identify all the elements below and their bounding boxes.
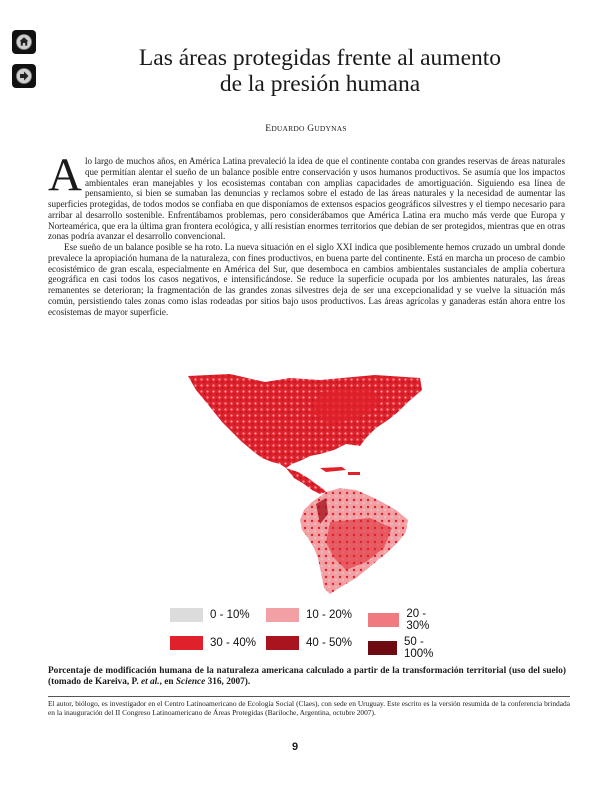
author-rest-2: UDYNAS bbox=[314, 124, 347, 133]
home-icon bbox=[16, 34, 32, 50]
paragraph-1-text: lo largo de muchos años, en América Latina prevaleció la idea de que el continente contaba con grandes reservas de áreas naturales que permitían alentar el sueño de un balance posible entre conservación y usos humanos productivos. Se asumía que los impactos ambientales eran manejables y los ecosistemas contaban con amplias capacidades de amortiguación. Siguiendo esa línea de pensamiento, si bien se sumaban las denuncias y reclamos sobre el estado de las áreas naturales y la necesidad de aumentar las superficies protegidas, de todos modos se confiaba en que disponíamos de extensos espacios geográficos silvestres y el tiempo necesario para arribar al desarrollo sostenible. Enfrentábamos problemas, pero considerábamos que América Latina era mucho más verde que Europa y Norteamérica, que era la última gran frontera ecológica, y allí resistían enormes territorios que debían de ser protegidos, mientras que en otras zonas podría avanzar el desarrollo convencional. bbox=[48, 156, 565, 242]
caption-etal: et al. bbox=[140, 677, 160, 687]
caption-text-3: 316, 2007). bbox=[205, 677, 251, 687]
legend-label: 10 - 20% bbox=[306, 609, 353, 621]
legend-swatch bbox=[266, 636, 299, 650]
legend-label: 40 - 50% bbox=[306, 637, 353, 649]
author-initial-1: E bbox=[265, 124, 272, 134]
forward-arrow-icon bbox=[16, 68, 32, 84]
footnote-divider bbox=[48, 696, 570, 697]
americas-map bbox=[170, 372, 442, 596]
caption-journal: Science bbox=[175, 677, 206, 687]
legend-label: 0 - 10% bbox=[210, 609, 250, 621]
title-line-1: Las áreas protegidas frente al aumento bbox=[138, 45, 502, 71]
article-title bbox=[110, 45, 530, 97]
legend-label: 30 - 40% bbox=[210, 637, 257, 649]
legend-swatch bbox=[170, 608, 203, 622]
legend-swatch bbox=[170, 636, 203, 650]
article-body bbox=[48, 149, 565, 317]
legend-swatch bbox=[368, 613, 399, 627]
central-america-region bbox=[286, 468, 326, 494]
legend-swatch bbox=[266, 608, 299, 622]
title-line-2: de la presión humana bbox=[219, 71, 421, 97]
legend-item bbox=[368, 608, 450, 632]
author-name bbox=[0, 124, 612, 134]
author-footnote: El autor, biólogo, es investigador en el Centro Latinoamericano de Ecología Social (Claes), con sede en Uruguay. Este escrito es la versión resumida de la conferencia brindada en la inauguración del II Congreso Latinoamericano de Áreas Protegidas (Bariloche, Argentina, octubre 2007). bbox=[48, 699, 570, 718]
americas-map-graphic bbox=[170, 372, 442, 596]
author-initial-2: G bbox=[307, 124, 315, 134]
figure-caption bbox=[48, 666, 566, 688]
legend-label: 20 - 30% bbox=[406, 608, 430, 632]
legend-item bbox=[170, 636, 256, 650]
north-america-region bbox=[188, 374, 422, 468]
legend-item bbox=[266, 608, 352, 622]
legend-swatch bbox=[368, 641, 397, 655]
home-button[interactable] bbox=[12, 30, 36, 54]
author-rest-1: DUARDO bbox=[271, 124, 305, 133]
drop-cap: A bbox=[48, 149, 82, 201]
legend-label: 50 - 100% bbox=[403, 636, 434, 660]
legend-item bbox=[368, 636, 450, 660]
caption-text-1: Porcentaje de modificación humana de la naturaleza americana calculado a partir de la transformación territorial (uso del suelo) (tomado de Kareiva, P. bbox=[48, 666, 566, 687]
paragraph-1 bbox=[48, 149, 565, 242]
paragraph-2: Ese sueño de un balance posible se ha roto. La nueva situación en el siglo XXI indica que posiblemente hemos cruzado un umbral donde prevalece la apropiación humana de la naturaleza, con fines productivos, en buena parte del continente. Está en marcha un proceso de cambio ecosistémico de gran escala, especialmente en América del Sur, que desemboca en cambios ambientales sustanciales de amplia cobertura geográfica en casi todos los casos negativos, e intensificándose. Se reduce la superficie ocupada por los ambientes naturales, las áreas remanentes se deterioran; la fragmentación de las grandes zonas silvestres deja de ser una excepcionalidad y se vuelve la situación más común, persistiendo tales zonas como islas rodeadas por sitios bajo usos productivos. Las áreas agrícolas y ganaderas están ahora entre los ecosistemas de mayor superficie. bbox=[48, 242, 565, 317]
next-page-button[interactable] bbox=[12, 64, 36, 88]
legend-item bbox=[170, 608, 250, 622]
caption-text-2: , en bbox=[159, 677, 176, 687]
legend-item bbox=[266, 636, 352, 650]
page-number: 9 bbox=[291, 741, 299, 753]
map-legend bbox=[170, 608, 450, 660]
